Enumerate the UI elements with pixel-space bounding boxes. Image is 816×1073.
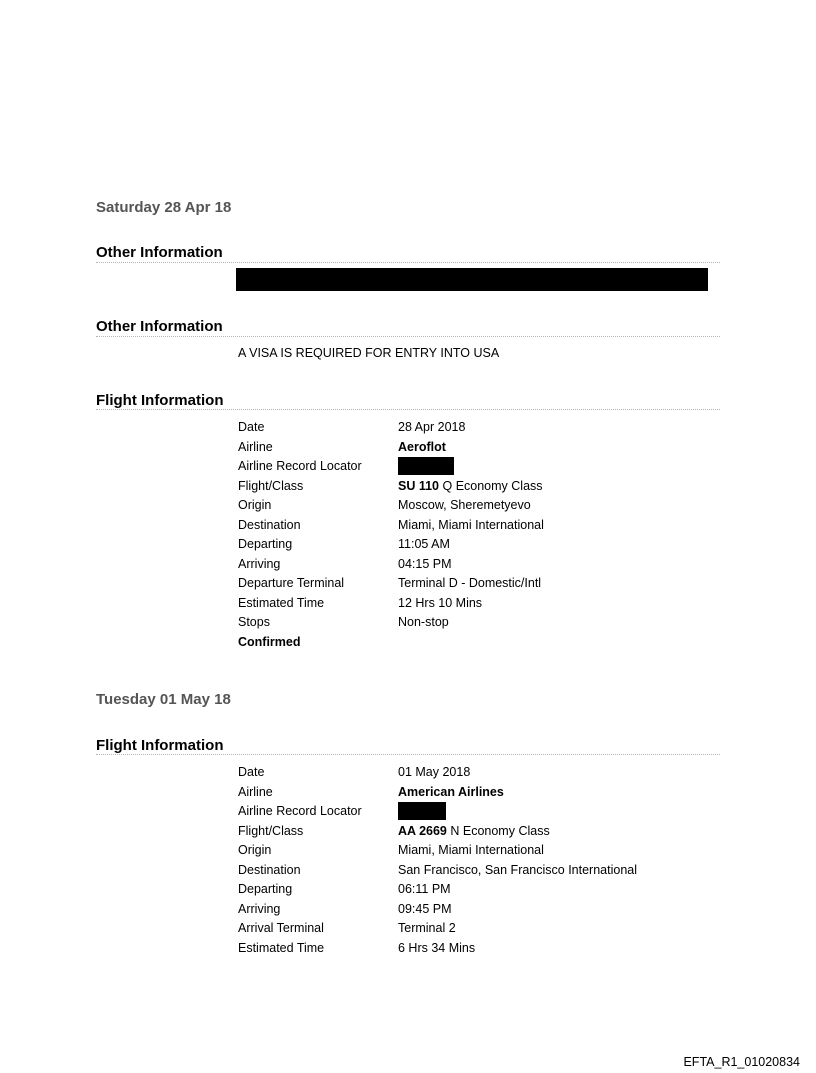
day-heading: Saturday 28 Apr 18 [96,199,232,216]
detail-value: 12 Hrs 10 Mins [398,595,483,610]
detail-value: 28 Apr 2018 [398,420,466,434]
detail-row-arriving [238,555,720,575]
detail-value: Miami, Miami International [398,517,544,532]
fare-class: Q Economy Class [442,478,543,493]
status-text: Confirmed [238,634,301,649]
detail-value: Moscow, Sheremetyevo [398,498,531,512]
detail-row-date [238,418,720,438]
section-divider [96,262,720,263]
detail-label: Airline [238,784,273,799]
detail-row-arriving [238,900,720,920]
detail-value: San Francisco, San Francisco International [398,862,638,877]
detail-label: Arriving [238,901,281,916]
detail-label: Estimated Time [238,940,325,955]
detail-value [398,822,550,842]
detail-label: Airline Record Locator [238,459,362,473]
detail-row-flight-class [238,822,720,842]
detail-row-record-locator [238,802,720,822]
detail-row-stops [238,613,720,633]
section-title-other-information: Other Information [96,318,223,335]
section-title-flight-information: Flight Information [96,392,224,409]
detail-row-airline [238,438,720,458]
detail-value: Aeroflot [398,439,446,454]
detail-label: Date [238,765,265,779]
detail-value: 6 Hrs 34 Mins [398,940,476,955]
visa-note: A VISA IS REQUIRED FOR ENTRY INTO USA [238,346,500,360]
detail-label: Destination [238,517,301,532]
detail-row-date [238,763,720,783]
detail-value: Terminal D - Domestic/Intl [398,576,542,590]
section-divider [96,409,720,410]
detail-value: Terminal 2 [398,921,456,935]
detail-label: Flight/Class [238,823,304,838]
detail-row-flight-class [238,477,720,497]
redaction-block [398,457,454,475]
detail-row-estimated-time [238,939,720,959]
detail-row-origin [238,496,720,516]
detail-label: Flight/Class [238,478,304,493]
detail-label: Date [238,420,265,434]
detail-row-departing [238,880,720,900]
day-heading: Tuesday 01 May 18 [96,691,231,708]
detail-row-terminal [238,919,720,939]
section-title-other-information: Other Information [96,244,223,261]
detail-value: Miami, Miami International [398,843,544,857]
detail-value: American Airlines [398,784,504,799]
detail-value: 04:15 PM [398,556,452,571]
detail-row-record-locator [238,457,720,477]
document-id: EFTA_R1_01020834 [683,1055,800,1069]
section-title-flight-information: Flight Information [96,737,224,754]
detail-row-departing [238,535,720,555]
detail-label: Arrival Terminal [238,921,324,935]
detail-label: Departing [238,882,293,896]
detail-value: 11:05 AM [398,537,450,551]
flight-number: SU 110 [398,478,440,493]
detail-label: Departure Terminal [238,576,345,590]
detail-label: Destination [238,862,301,877]
detail-row-origin [238,841,720,861]
detail-label: Origin [238,498,272,512]
detail-label: Origin [238,843,272,857]
detail-label: Stops [238,615,270,629]
detail-row-destination [238,861,720,881]
detail-label: Airline [238,439,273,454]
detail-row-estimated-time [238,594,720,614]
flight-number: AA 2669 [398,823,447,838]
redaction-block [398,802,446,820]
detail-label: Estimated Time [238,595,325,610]
booking-status [238,633,720,653]
detail-label: Arriving [238,556,281,571]
detail-value: 09:45 PM [398,901,452,916]
detail-row-terminal [238,574,720,594]
detail-value [398,477,543,497]
section-divider [96,336,720,337]
detail-value: 01 May 2018 [398,765,471,779]
detail-label: Departing [238,537,293,551]
detail-row-destination [238,516,720,536]
redaction-block [236,268,708,291]
fare-class: N Economy Class [450,823,550,838]
detail-value: Non-stop [398,615,449,629]
section-divider [96,754,720,755]
detail-row-airline [238,783,720,803]
detail-value: 06:11 PM [398,882,451,896]
detail-label: Airline Record Locator [238,804,362,818]
